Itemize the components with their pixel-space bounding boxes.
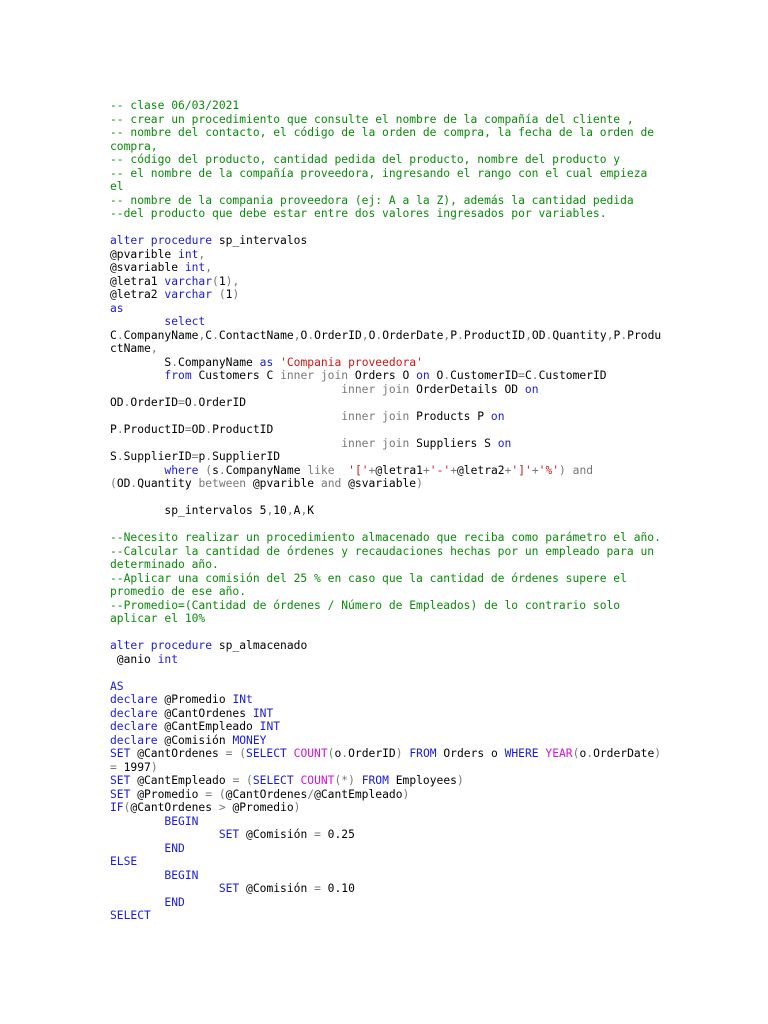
operator: ( (205, 463, 213, 477)
operator: = (191, 450, 199, 463)
operator: . (205, 450, 213, 463)
code-text: @Comisión (239, 828, 315, 841)
comment-text: -- el nombre de la compañía proveedora, ingresando el rango con el cual empieza (110, 166, 648, 180)
operator: inner join (341, 436, 410, 450)
keyword: FROM (361, 774, 389, 787)
code-text: OD (116, 477, 131, 490)
code-line (110, 774, 658, 788)
code-text: OrderDate (382, 328, 444, 342)
code-line (110, 707, 658, 721)
code-line (110, 248, 658, 262)
code-line (110, 126, 658, 140)
keyword: SELECT (110, 909, 151, 922)
code-text: K (307, 504, 315, 517)
code-text: s (212, 463, 219, 477)
comment-text: el (110, 180, 124, 193)
code-text (110, 842, 164, 855)
string-literal: '-' (429, 463, 451, 477)
operator: ) (402, 787, 410, 801)
comment-text: -- crear un procedimiento que consulte el nombre de la compañía del cliente , (110, 112, 634, 126)
operator: . (171, 355, 179, 369)
code-line (110, 855, 658, 869)
string-literal: '[' (348, 463, 369, 477)
keyword: INT (252, 706, 274, 720)
keyword: SELECT (246, 747, 287, 760)
code-line (110, 328, 662, 343)
code-text: CompanyName (225, 463, 308, 477)
code-text: @anio (110, 652, 158, 666)
comment-text: compra, (110, 139, 158, 153)
code-text: C (110, 328, 117, 342)
code-line (110, 599, 658, 613)
operator: = (518, 369, 525, 382)
code-text: Orders O (348, 369, 417, 382)
code-text: Employees (388, 774, 457, 787)
keyword: BEGIN (164, 868, 199, 882)
comment-text: promedio de ese año. (110, 585, 247, 598)
code-line (110, 734, 658, 748)
operator: ) (654, 747, 662, 760)
code-text: @CantEmpleado (314, 787, 403, 801)
keyword: from (164, 369, 192, 382)
code-text: CompanyName (178, 355, 260, 369)
code-text: OrderDate (593, 747, 655, 760)
code-line (110, 342, 658, 356)
keyword: as (259, 355, 274, 369)
code-text: P (450, 328, 458, 342)
operator: = (184, 423, 192, 436)
operator: = (178, 396, 185, 409)
keyword: WHERE (504, 747, 539, 760)
code-line (110, 288, 658, 302)
code-text: O (368, 328, 376, 342)
keyword: INt (232, 693, 253, 706)
code-text: OrderID (130, 396, 179, 409)
comment-text: -- clase 06/03/2021 (110, 99, 240, 112)
code-line (110, 612, 658, 626)
code-text: sp_almacenado (212, 639, 308, 652)
blank-line (110, 221, 658, 235)
code-line (110, 315, 658, 329)
code-text: A (293, 504, 301, 517)
code-line (110, 383, 658, 397)
string-literal: 'Compania proveedora' (280, 355, 423, 369)
operator: . (375, 328, 383, 342)
operator: + (504, 463, 512, 477)
keyword: END (164, 841, 185, 855)
code-text: @pvarible (110, 247, 179, 261)
code-line (110, 275, 658, 289)
operator: . (531, 369, 539, 382)
keyword: SET (218, 828, 240, 841)
code-text: 1 (218, 274, 226, 288)
comment-text: -- nombre de la compania proveedora (ej: A a la Z), además la cantidad pedida (110, 193, 634, 207)
operator: = (314, 882, 321, 895)
operator: ) (416, 477, 423, 490)
code-line (110, 504, 658, 518)
code-text: 0.25 (320, 828, 355, 841)
code-text: S (110, 355, 172, 369)
code-text: Orders o (436, 747, 505, 760)
comment-text: --Necesito realizar un procedimiento almacenado que reciba como parámetro el año. (110, 531, 661, 544)
code-text: Products P (409, 409, 491, 423)
code-text: Produ (627, 328, 662, 342)
code-line (110, 842, 658, 856)
code-text: Customers C (191, 369, 281, 382)
code-text (110, 410, 341, 423)
operator: ( (572, 747, 580, 760)
code-line (110, 909, 658, 923)
code-text: @letra2 (110, 288, 165, 301)
keyword: int (184, 261, 206, 274)
operator: and (320, 477, 342, 490)
operator: . (620, 328, 628, 342)
code-text: @CantOrdenes (225, 787, 308, 801)
code-text: P (110, 423, 117, 436)
code-line (110, 761, 658, 775)
operator: . (116, 328, 124, 342)
code-text: CustomerID (538, 369, 607, 382)
code-line (110, 828, 658, 842)
code-line (110, 99, 658, 113)
code-line (110, 801, 658, 815)
code-line (110, 788, 658, 802)
code-text: @letra2 (457, 463, 505, 477)
keyword: SELECT (252, 774, 294, 787)
code-line (110, 153, 658, 167)
keyword: declare (110, 693, 158, 706)
code-text: CompanyName (123, 328, 199, 342)
keyword: IF (110, 801, 124, 814)
keyword: declare (110, 720, 158, 733)
code-line (110, 477, 658, 491)
code-text: @CantOrdenes (157, 706, 253, 720)
code-text: O (429, 369, 444, 382)
code-line (110, 437, 658, 451)
code-line (110, 180, 658, 194)
code-line (110, 410, 658, 424)
operator: . (586, 747, 594, 760)
keyword: on (497, 436, 512, 450)
operator: . (545, 328, 553, 342)
operator: ) (293, 801, 301, 814)
operator: , (606, 328, 614, 342)
code-text: OD (110, 396, 124, 409)
operator: = (110, 760, 117, 774)
keyword: SET (110, 774, 131, 787)
operator: = ( (205, 787, 226, 801)
operator: + (450, 463, 457, 477)
comment-text: --Promedio=(Cantidad de órdenes / Número de Empleados) de lo contrario solo (110, 598, 621, 612)
code-text: 1 (225, 288, 233, 301)
keyword: declare (110, 706, 158, 720)
code-line (110, 545, 658, 559)
code-line (110, 302, 658, 316)
keyword: BEGIN (164, 814, 199, 828)
operator: ) (232, 288, 240, 301)
code-text (110, 464, 164, 477)
code-text: @letra1 (375, 463, 423, 477)
operator: > (218, 801, 226, 814)
operator: ) and (559, 463, 594, 477)
code-text: P (613, 328, 621, 342)
code-text: @svariable (341, 477, 417, 490)
code-text: ContactName (218, 328, 294, 342)
code-text: @Promedio (130, 787, 206, 801)
code-text: sp_intervalos (212, 234, 308, 247)
operator: ) (395, 747, 403, 760)
code-text: ProductID (212, 423, 274, 436)
code-text: ctName (110, 342, 151, 355)
comment-text: --del producto que debe estar entre dos valores ingresados por variables. (110, 207, 607, 220)
operator: (*) (334, 774, 355, 787)
code-text: @CantOrdenes (130, 801, 219, 814)
comment-text: -- código del producto, cantidad pedida del producto, nombre del producto y (110, 153, 621, 166)
function-name: COUNT (300, 774, 335, 787)
code-text (110, 828, 219, 841)
operator: , (198, 328, 206, 342)
code-text: OrderID (314, 328, 362, 342)
code-text: @pvarible (246, 477, 321, 490)
code-line (110, 653, 658, 667)
code-line (110, 194, 658, 208)
keyword: where (164, 463, 199, 477)
operator: / (307, 787, 315, 801)
code-line (110, 815, 658, 829)
keyword: int (178, 247, 199, 261)
keyword: as (110, 301, 124, 315)
operator: = ( (225, 747, 247, 760)
code-text: OD (531, 328, 546, 342)
code-text: @Comisión (239, 882, 315, 895)
code-text (212, 288, 219, 301)
operator: . (212, 328, 219, 342)
operator: ( (212, 274, 219, 288)
code-line (110, 207, 658, 221)
operator: inner join (341, 409, 410, 423)
code-line (110, 869, 658, 883)
operator: . (116, 450, 124, 463)
code-text (110, 369, 164, 382)
code-text (355, 774, 362, 787)
code-text: C (205, 328, 213, 342)
code-line (110, 369, 658, 383)
code-line (110, 531, 661, 545)
keyword: varchar (164, 288, 213, 301)
code-text: p (198, 450, 206, 463)
code-line (110, 882, 658, 896)
operator: inner join (280, 369, 349, 382)
keyword: alter procedure (110, 639, 213, 652)
code-text: 1997 (116, 760, 151, 774)
keyword: on (524, 382, 539, 396)
code-line (110, 896, 658, 910)
operator: . (130, 477, 138, 490)
operator: like (307, 463, 335, 477)
operator: . (116, 423, 124, 436)
operator: ), (225, 274, 240, 288)
operator: ( (218, 288, 226, 301)
comment-text: --Aplicar una comisión del 25 % en caso que la cantidad de órdenes supere el (110, 571, 627, 585)
code-text: SupplierID (123, 450, 192, 463)
keyword: int (157, 652, 179, 666)
keyword: SET (110, 787, 131, 801)
code-line (110, 585, 658, 599)
operator: between (198, 477, 247, 490)
operator: . (205, 423, 213, 436)
code-text: OD (191, 423, 206, 436)
code-text (335, 464, 349, 477)
code-text: Suppliers S (409, 436, 498, 450)
operator: ( (110, 477, 117, 490)
sql-code-block (110, 99, 662, 923)
operator: + (422, 463, 430, 477)
keyword: INT (259, 720, 281, 733)
code-text (287, 747, 294, 760)
code-text: O (184, 396, 192, 409)
code-text: @CantEmpleado (130, 774, 233, 787)
code-text: ProductID (463, 328, 526, 342)
blank-line (110, 491, 658, 505)
operator: + (368, 463, 376, 477)
comment-text: determinado año. (110, 558, 219, 571)
keyword: SET (110, 747, 131, 760)
keyword: ELSE (110, 855, 138, 868)
code-line (110, 167, 658, 181)
operator: , (286, 504, 294, 517)
code-text: OrderID (198, 396, 247, 409)
code-line (110, 558, 658, 572)
code-text: o (334, 747, 342, 760)
code-text (110, 315, 164, 328)
code-text: CustomerID (450, 369, 519, 382)
operator: = (314, 828, 321, 841)
code-line (110, 680, 658, 694)
keyword: select (164, 315, 206, 328)
code-text: 10 (273, 504, 287, 517)
keyword: MONEY (232, 733, 267, 747)
operator: ) (456, 774, 464, 787)
code-text: @CantEmpleado (157, 720, 260, 733)
code-line (110, 450, 658, 464)
operator: . (307, 328, 315, 342)
code-line (110, 234, 658, 248)
keyword: END (164, 895, 185, 909)
operator: . (191, 396, 199, 409)
code-text: S (110, 450, 117, 463)
keyword: declare (110, 733, 158, 747)
code-text (110, 437, 341, 450)
code-text: SupplierID (212, 450, 281, 463)
code-text: ProductID (123, 423, 185, 436)
code-text: O (300, 328, 308, 342)
operator: ( (123, 801, 131, 814)
keyword: varchar (164, 274, 213, 288)
code-line (110, 693, 658, 707)
code-line (110, 261, 658, 275)
code-text (110, 815, 164, 828)
operator: + (531, 463, 539, 477)
blank-line (110, 626, 658, 640)
code-text: @Comisión (157, 733, 233, 747)
function-name: YEAR (545, 747, 573, 760)
operator: , (198, 247, 206, 261)
code-text (110, 869, 164, 882)
code-text: sp_intervalos 5 (110, 504, 267, 517)
operator: , (150, 342, 158, 355)
code-text (110, 896, 164, 909)
keyword: AS (110, 679, 124, 693)
code-text: 0.10 (320, 882, 355, 895)
operator: . (443, 369, 451, 382)
string-literal: '%' (538, 463, 560, 477)
comment-text: -- nombre del contacto, el código de la orden de compra, la fecha de la orden de (110, 126, 655, 139)
function-name: COUNT (293, 747, 328, 760)
comment-text: aplicar el 10% (110, 612, 206, 625)
operator: ( (327, 747, 335, 760)
comment-text: --Calcular la cantidad de órdenes y recaudaciones hechas por un empleado para un (110, 544, 655, 558)
operator: , (293, 328, 301, 342)
keyword: FROM (409, 747, 437, 760)
operator: , (205, 261, 213, 274)
code-text: @svariable (110, 261, 185, 274)
code-line (110, 113, 658, 127)
code-text: @Promedio (225, 801, 294, 814)
string-literal: ']' (511, 463, 532, 477)
code-text: Quantity (137, 477, 199, 490)
keyword: on (490, 409, 505, 423)
blank-line (110, 518, 658, 532)
operator: . (457, 328, 464, 342)
operator: , (443, 328, 451, 342)
blank-line (110, 666, 658, 680)
operator: . (123, 396, 131, 409)
code-text: OrderDetails OD (409, 382, 525, 396)
code-text: @letra1 (110, 274, 165, 288)
operator: , (300, 504, 308, 517)
code-text (110, 383, 341, 396)
operator: , (361, 328, 369, 342)
operator: inner join (341, 382, 410, 396)
keyword: SET (218, 882, 240, 895)
operator: ) (150, 760, 158, 774)
code-line (110, 356, 658, 370)
code-text: @CantOrdenes (130, 747, 226, 760)
code-text: @Promedio (157, 693, 233, 706)
code-text (110, 882, 219, 895)
code-line (110, 423, 658, 437)
code-text: Quantity (552, 328, 607, 342)
code-line (110, 572, 658, 586)
operator: = ( (232, 774, 253, 787)
operator: . (218, 463, 226, 477)
code-line (110, 140, 658, 154)
code-line (110, 464, 658, 478)
operator: . (341, 747, 349, 760)
code-text: OrderID (348, 747, 396, 760)
code-text: C (524, 369, 532, 382)
code-line (110, 747, 662, 761)
code-text: o (579, 747, 587, 760)
code-line (110, 396, 658, 410)
code-line (110, 720, 658, 734)
operator: , (266, 504, 274, 517)
keyword: on (416, 369, 430, 382)
code-line (110, 639, 658, 653)
operator: , (525, 328, 532, 342)
keyword: alter procedure (110, 234, 213, 247)
